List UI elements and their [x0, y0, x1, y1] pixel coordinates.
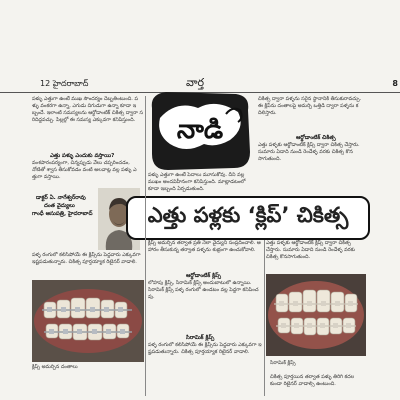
- center-body-column: [148, 240, 262, 270]
- center-body-text: క్లిప్స్ అమర్చిన తర్వాత ప్రతి నెలా వైద్యుని సంప్రదించాలి. ఆహారం తీసుకున్న తర్వాత పళ్ళను శుభ్రంగా ఉంచుకోవాలి.: [148, 240, 261, 253]
- left-body-column: [32, 252, 144, 276]
- right-top-column-2: [258, 142, 362, 192]
- intro-question: ఎత్తు పళ్ళు ఎందుకు వస్తాయి?: [50, 153, 115, 159]
- author-name: డాక్టర్ ఏ. నాగేశ్వర్‌రావు: [36, 195, 86, 201]
- left-photo-caption-text: క్లిప్స్ అమర్చిన దంతాలు: [32, 364, 78, 370]
- right-bottom-column: [270, 374, 366, 394]
- right-mid-column: [266, 240, 362, 270]
- left-body-text: పళ్ళ రంగులో కలిసిపోయే ఈ క్లిప్స్‌ను పెద్దవారు ఎక్కువగా ఇష్టపడుతున్నారు. చికిత్స పూర్తయ్యాక రిటైనర్ వాడాలి.: [32, 252, 141, 265]
- mid-column-text: పళ్ళు ఎత్తుగా ఉంటే పెదాలు మూసుకోవు. దీని వల్ల ముఖం అందవిహీనంగా కనిపిస్తుంది. మాట్లాడటంలో కూడా ఇబ్బంది ఏర్పడుతుంది.: [148, 172, 246, 192]
- mid-column: [148, 172, 252, 192]
- braces-photo-left: [32, 280, 144, 362]
- right-photo-caption: [270, 360, 366, 374]
- column-rule-right: [264, 240, 265, 396]
- center-body-text-3: పళ్ళ రంగులో కలిసిపోయే ఈ క్లిప్స్‌ను పెద్దవారు ఎక్కువగా ఇష్టపడుతున్నారు. చికిత్స పూర్తయ్యాక రిటైనర్ వాడాలి.: [148, 342, 262, 355]
- right-top-text-2: ఎత్తు పళ్ళకు ఆర్థోడాంటిక్ క్లిప్స్ ద్వారా చికిత్స చేస్తారు. సుమారు ఏడాది నుండి రెండేళ్ళ వరకు చికిత్స కొనసాగుతుంది.: [258, 142, 360, 162]
- section-name: వార్త: [186, 76, 205, 89]
- article-title: ఎత్తు పళ్లకు ‘క్లిప్’ చికిత్స: [126, 196, 370, 240]
- right-top-subhead: ఆర్థోడాంటిక్ చికిత్స: [296, 135, 336, 141]
- page-number: 8: [392, 79, 398, 88]
- right-top-text: చికిత్స ద్వారా పళ్ళను సరైన స్థానానికి తీసుకురావచ్చు. ఈ క్లిప్‌ను దంతాలపై అమర్చి ఒత్తిడి ద్వారా పళ్ళను కదిలిస్తారు.: [258, 96, 362, 116]
- center-body-column-3: [148, 342, 262, 392]
- right-top-column: [258, 96, 362, 132]
- right-photo-caption-text: సిరామిక్ క్లిప్స్: [270, 360, 296, 366]
- logo-text: నాడి: [176, 115, 224, 145]
- intro-answer-text: వంశపారంపర్యంగా, చిన్నప్పుడు వేలు చప్పరించడం, నోటితో శ్వాస తీసుకోవడం వంటి అలవాట్ల వల్ల పళ్ళు ఎత్తుగా వస్తాయి.: [32, 160, 137, 180]
- author-block: [32, 194, 94, 244]
- right-mid-text: ఎత్తు పళ్ళకు ఆర్థోడాంటిక్ క్లిప్స్ ద్వారా చికిత్స చేస్తారు. సుమారు ఏడాది నుండి రెండేళ్ళ వరకు చికిత్స కొనసాగుతుంది.: [266, 240, 355, 260]
- left-photo-caption: [32, 364, 144, 378]
- column-rule-left: [145, 96, 146, 396]
- intro-answer: [32, 160, 144, 188]
- author-title: దంత వైద్యులు: [44, 203, 75, 209]
- center-body-text-2: లోహపు క్లిప్స్, సిరామిక్ క్లిప్స్ అందుబాటులో ఉన్నాయి. సిరామిక్ క్లిప్స్ పళ్ళ రంగులో ఉండటం వల్ల పెద్దగా కనిపించవు.: [148, 280, 259, 300]
- author-clinic: గాంధీ ఆసుపత్రి, హైదరాబాద్: [32, 211, 93, 217]
- page-date: 12 హైదరాబాద్: [40, 79, 89, 88]
- center-subhead-2: సిరామిక్ క్లిప్స్: [186, 335, 215, 341]
- intro-column: [32, 96, 144, 150]
- braces-photo-right: [266, 274, 366, 356]
- center-body-column-2: [148, 280, 262, 332]
- intro-text: పళ్ళు ఎత్తుగా ఉంటే ముఖ సౌందర్యం దెబ్బతింటుంది. పళ్ళు వంకరగా ఉన్నా, ఎగుడు దిగుడుగా ఉన్నా కూడా ఇబ్బందే. ఇలాంటి సమస్యలను ఆర్థోడాంటిక్ చికిత్స ద్వారా సరిదిద్దవచ్చు. పిల్లల్లో ఈ సమస్య ఎక్కువగా కనిపిస్తుంది.: [32, 96, 143, 123]
- naadi-logo: [146, 88, 254, 174]
- center-subhead-1: ఆర్థోడాంటిక్ క్లిప్స్: [186, 273, 221, 279]
- right-bottom-text: చికిత్స పూర్తయిన తర్వాత పళ్ళు తిరిగి కదలకుండా రిటైనర్ వాడాల్సి ఉంటుంది.: [270, 374, 355, 387]
